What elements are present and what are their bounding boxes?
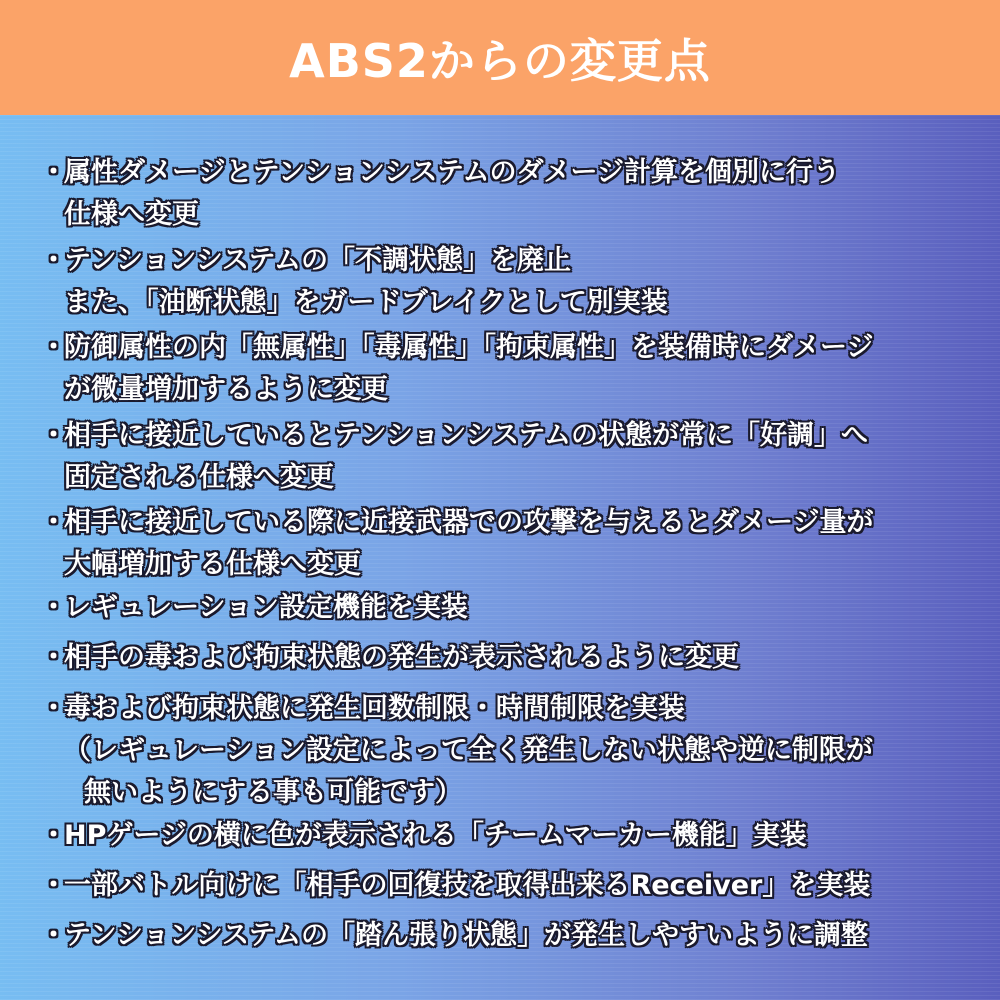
list-item xyxy=(40,152,980,236)
item-text: 属性ダメージとテンションシステムのダメージ計算を個別に行う xyxy=(64,157,840,188)
list-item xyxy=(40,688,980,814)
list-item xyxy=(40,415,980,499)
content-panel xyxy=(0,115,1000,1000)
item-text: また、「油断状態」をガードブレイクとして別実装 xyxy=(64,287,668,318)
item-text: 無いようにする事も可能です） xyxy=(84,777,462,808)
bullet-icon: ・ xyxy=(40,245,67,276)
bullet-icon: ・ xyxy=(40,592,67,623)
bullet-icon: ・ xyxy=(40,870,67,901)
item-text: （レギュレーション設定によって全く発生しない状態や逆に制限が xyxy=(64,735,873,766)
item-text: HPゲージの横に色が表示される「チームマーカー機能」実装 xyxy=(64,820,807,851)
item-text: 毒および拘束状態に発生回数制限・時間制限を実装 xyxy=(64,693,685,724)
list-item xyxy=(40,240,980,324)
header-banner xyxy=(0,0,1000,115)
bullet-icon: ・ xyxy=(40,920,67,951)
item-text: 仕様へ変更 xyxy=(64,199,199,230)
item-text: 相手に接近しているとテンションシステムの状態が常に「好調」へ xyxy=(64,420,869,451)
bullet-icon: ・ xyxy=(40,642,67,673)
list-item xyxy=(40,502,980,586)
page-title: ABS2からの変更点 xyxy=(289,33,711,88)
item-text: 一部バトル向けに「相手の回復技を取得出来るReceiver」を実装 xyxy=(64,870,871,901)
list-item xyxy=(40,915,980,957)
list-item xyxy=(40,587,980,629)
bullet-icon: ・ xyxy=(40,507,67,538)
list-item xyxy=(40,815,980,857)
list-item xyxy=(40,637,980,679)
item-text: 大幅増加する仕様へ変更 xyxy=(64,549,361,580)
bullet-icon: ・ xyxy=(40,157,67,188)
item-text: 防御属性の内「無属性」「毒属性」「拘束属性」を装備時にダメージ xyxy=(64,332,874,363)
item-text: 相手の毒および拘束状態の発生が表示されるように変更 xyxy=(64,642,739,673)
bullet-icon: ・ xyxy=(40,332,67,363)
item-text: 相手に接近している際に近接武器での攻撃を与えるとダメージ量が xyxy=(64,507,874,538)
item-text: テンションシステムの「踏ん張り状態」が発生しやすいように調整 xyxy=(64,920,869,951)
bullet-icon: ・ xyxy=(40,693,67,724)
item-text: テンションシステムの「不調状態」を廃止 xyxy=(64,245,572,276)
item-text: が微量増加するように変更 xyxy=(64,374,388,405)
item-text: 固定される仕様へ変更 xyxy=(64,462,334,493)
bullet-icon: ・ xyxy=(40,820,67,851)
bullet-icon: ・ xyxy=(40,420,67,451)
item-text: レギュレーション設定機能を実装 xyxy=(64,592,468,623)
list-item xyxy=(40,865,980,907)
list-item xyxy=(40,327,980,411)
